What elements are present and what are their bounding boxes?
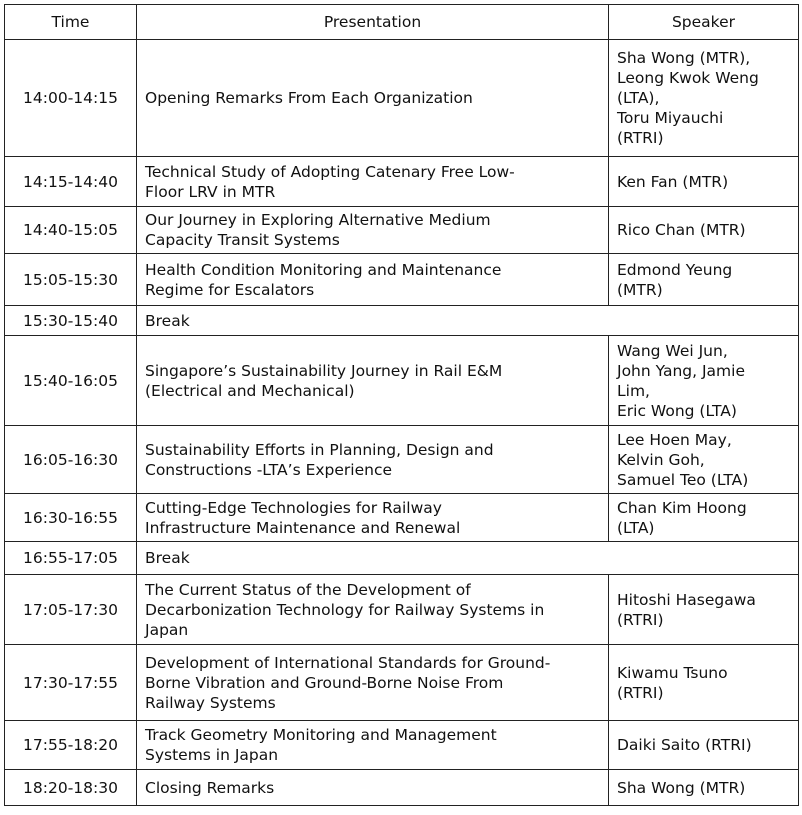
speaker-cell: Kiwamu Tsuno (RTRI) [609,645,799,721]
speaker-header: Speaker [609,5,799,40]
presentation-header: Presentation [137,5,609,40]
presentation-cell: Closing Remarks [137,770,609,806]
table-row [5,575,799,645]
presentation-cell: Technical Study of Adopting Catenary Free Low- Floor LRV in MTR [137,157,609,207]
break-row [5,306,799,336]
time-header: Time [5,5,137,40]
speaker-cell: Wang Wei Jun, John Yang, Jamie Lim, Eric Wong (LTA) [609,336,799,426]
time-cell: 16:55-17:05 [5,542,137,575]
time-cell: 14:00-14:15 [5,40,137,157]
presentation-cell: Sustainability Efforts in Planning, Design and Constructions -LTA’s Experience [137,426,609,494]
time-cell: 18:20-18:30 [5,770,137,806]
time-cell: 15:05-15:30 [5,254,137,306]
schedule-table [4,4,799,806]
header-row [5,5,799,40]
presentation-cell: Our Journey in Exploring Alternative Medium Capacity Transit Systems [137,207,609,254]
break-cell: Break [137,542,799,575]
time-cell: 14:15-14:40 [5,157,137,207]
speaker-cell: Chan Kim Hoong (LTA) [609,494,799,542]
speaker-cell: Sha Wong (MTR), Leong Kwok Weng (LTA), Toru Miyauchi (RTRI) [609,40,799,157]
presentation-cell: Cutting-Edge Technologies for Railway Infrastructure Maintenance and Renewal [137,494,609,542]
time-cell: 15:40-16:05 [5,336,137,426]
time-cell: 17:30-17:55 [5,645,137,721]
break-row [5,542,799,575]
speaker-cell: Edmond Yeung (MTR) [609,254,799,306]
speaker-cell: Rico Chan (MTR) [609,207,799,254]
time-cell: 15:30-15:40 [5,306,137,336]
speaker-cell: Lee Hoen May, Kelvin Goh, Samuel Teo (LTA) [609,426,799,494]
time-cell: 17:05-17:30 [5,575,137,645]
time-cell: 14:40-15:05 [5,207,137,254]
presentation-cell: Opening Remarks From Each Organization [137,40,609,157]
presentation-cell: Track Geometry Monitoring and Management Systems in Japan [137,721,609,770]
table-row [5,336,799,426]
table-row [5,770,799,806]
time-cell: 16:05-16:30 [5,426,137,494]
table-row [5,645,799,721]
table-row [5,40,799,157]
speaker-cell: Ken Fan (MTR) [609,157,799,207]
table-row [5,494,799,542]
speaker-cell: Hitoshi Hasegawa (RTRI) [609,575,799,645]
time-cell: 17:55-18:20 [5,721,137,770]
presentation-cell: Singapore’s Sustainability Journey in Rail E&M (Electrical and Mechanical) [137,336,609,426]
table-row [5,721,799,770]
table-row [5,426,799,494]
table-row [5,254,799,306]
presentation-cell: Health Condition Monitoring and Maintenance Regime for Escalators [137,254,609,306]
time-cell: 16:30-16:55 [5,494,137,542]
speaker-cell: Daiki Saito (RTRI) [609,721,799,770]
break-cell: Break [137,306,799,336]
table-row [5,207,799,254]
table-row [5,157,799,207]
presentation-cell: Development of International Standards for Ground- Borne Vibration and Ground-Borne Noise From Railway Systems [137,645,609,721]
speaker-cell: Sha Wong (MTR) [609,770,799,806]
presentation-cell: The Current Status of the Development of Decarbonization Technology for Railway Systems in Japan [137,575,609,645]
